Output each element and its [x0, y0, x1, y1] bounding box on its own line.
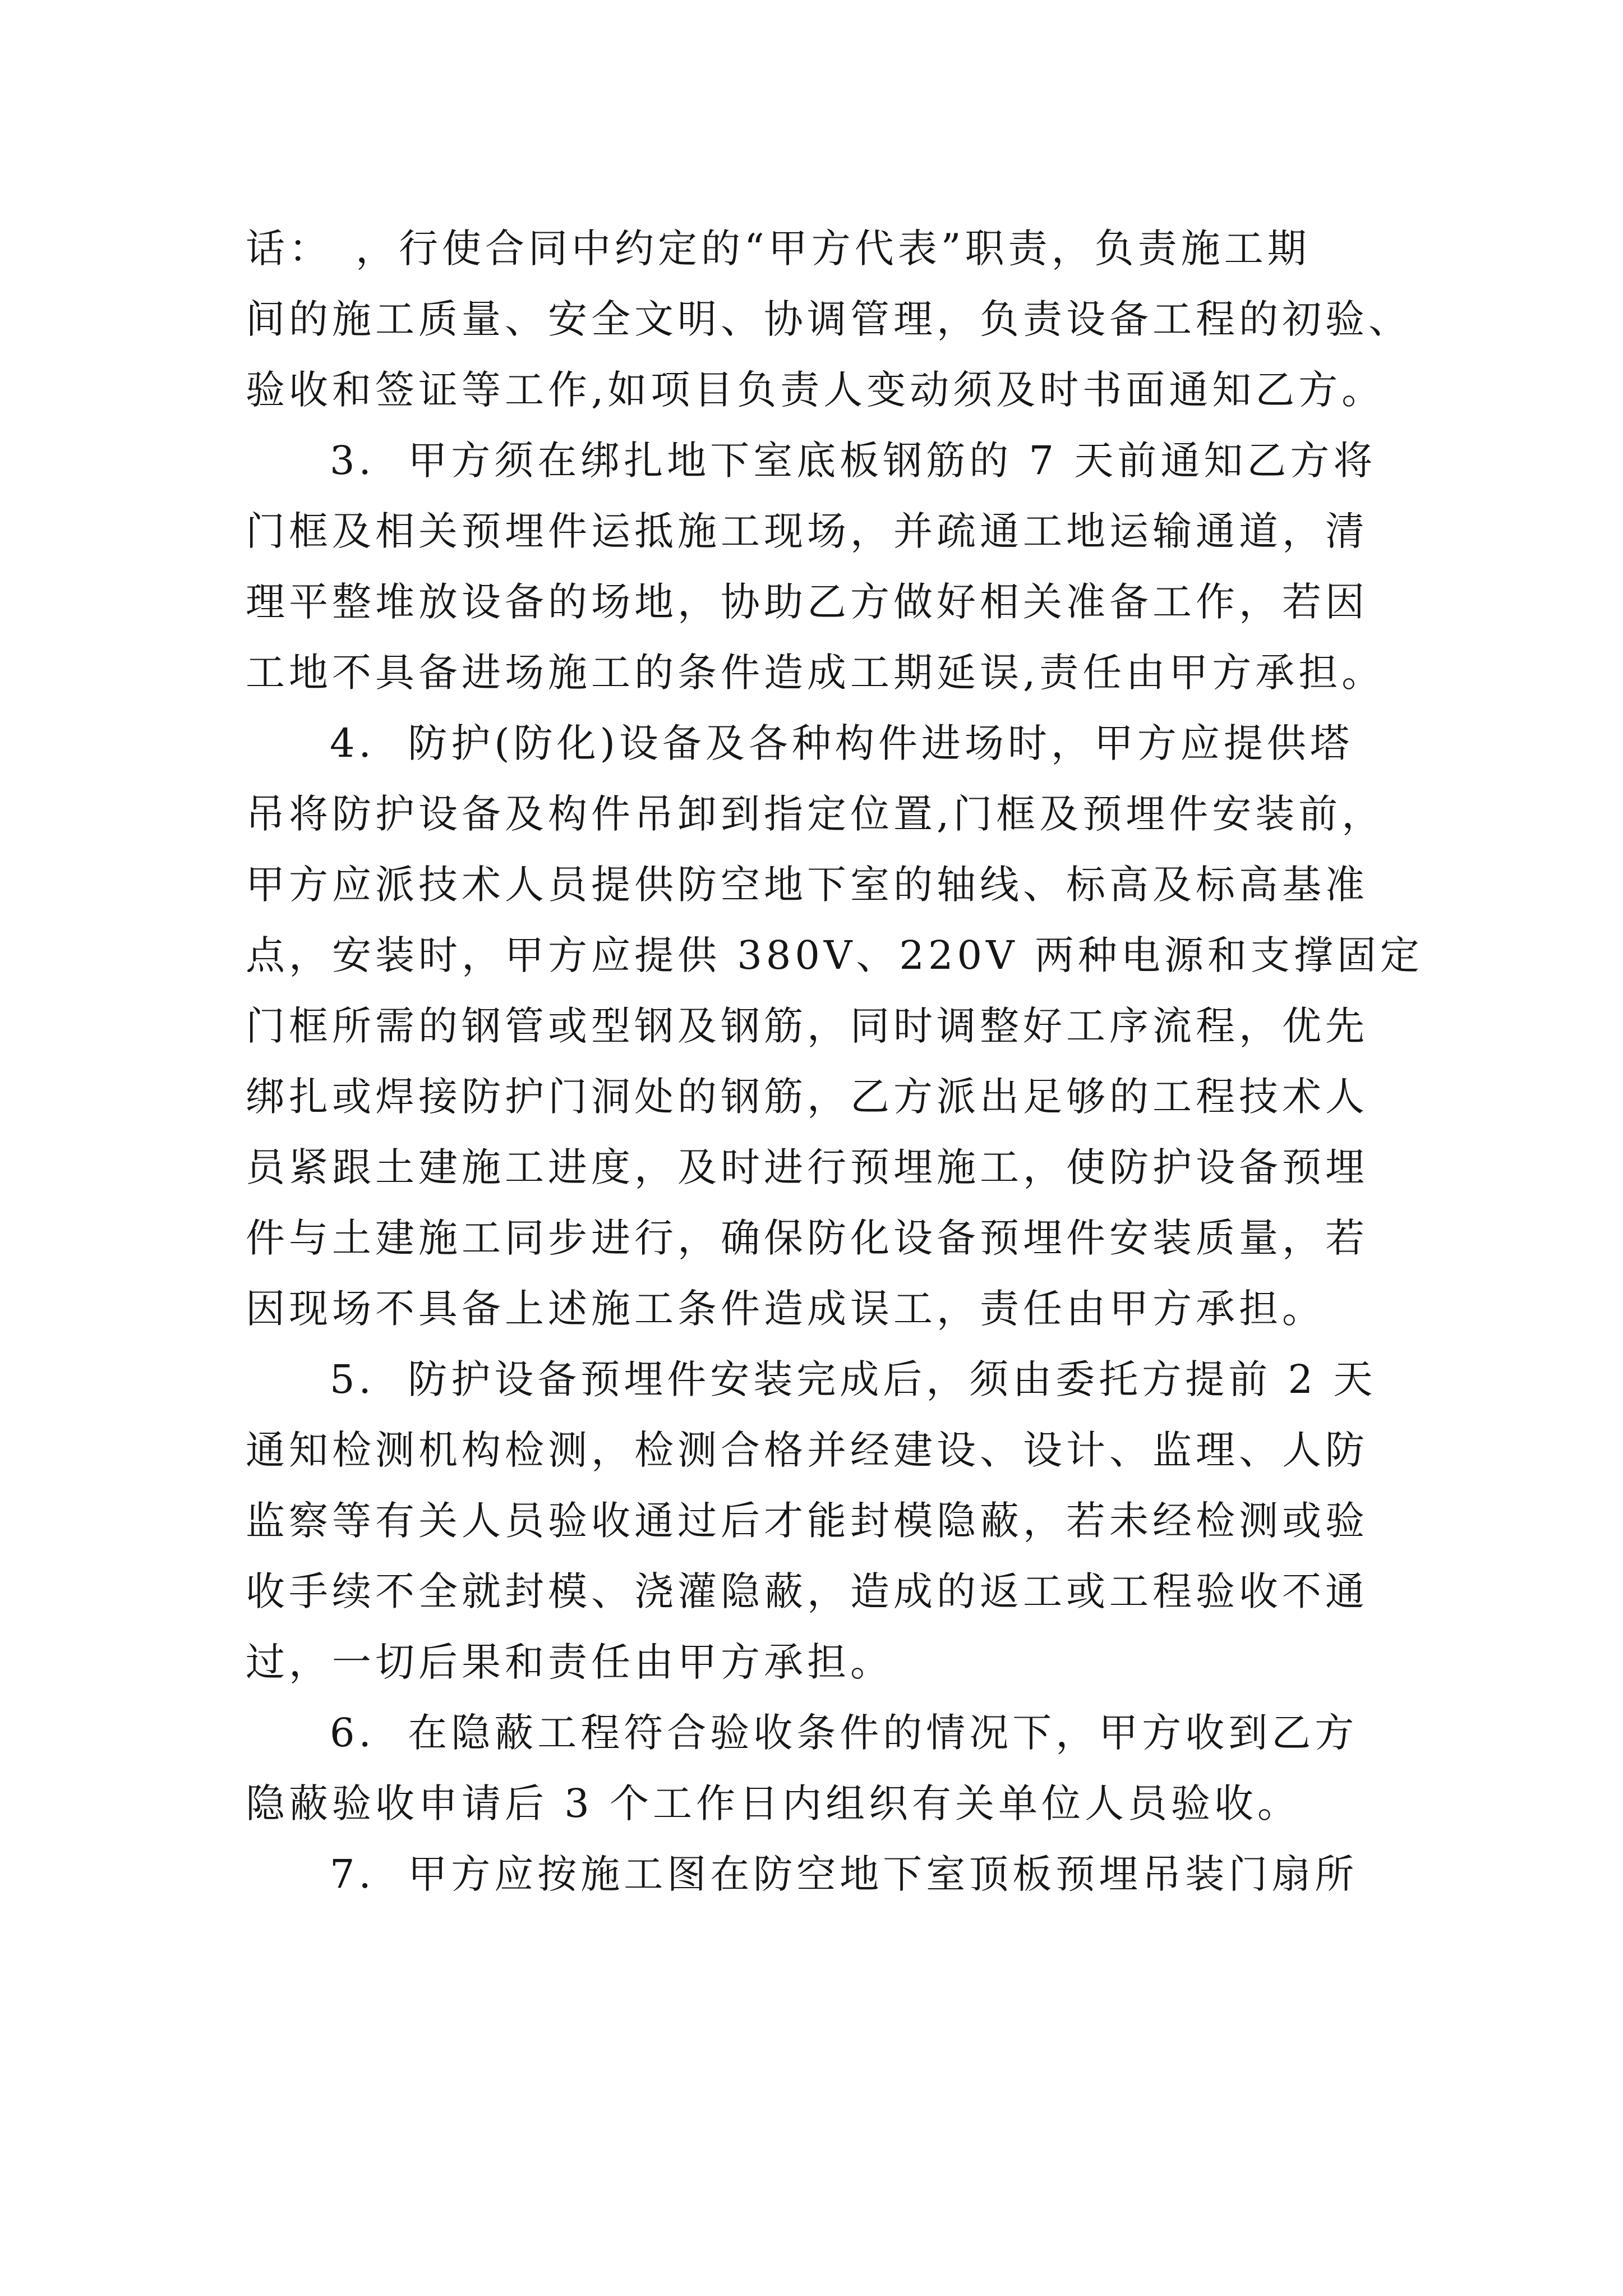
paragraph-start-line: 5. 防护设备预埋件安装完成后，须由委托方提前 2 天 [330, 1356, 1377, 1402]
text-line: 隐蔽验收申请后 3 个工作日内组织有关单位人员验收。 [246, 1780, 1301, 1826]
text-line: 话： ，行使合同中约定的“甲方代表”职责，负责施工期 [246, 226, 1311, 272]
text-line: 门框及相关预埋件运抵施工现场，并疏通工地运输通道，清 [246, 508, 1368, 554]
body-text [246, 213, 1423, 1910]
text-line: 甲方应派技术人员提供防空地下室的轴线、标高及标高基准 [246, 862, 1368, 908]
text-line: 员紧跟土建施工进度，及时进行预埋施工，使防护设备预埋 [246, 1144, 1368, 1190]
paragraph-start-line: 4. 防护(防化)设备及各种构件进场时，甲方应提供塔 [330, 720, 1353, 766]
paragraph-start-line: 7. 甲方应按施工图在防空地下室顶板预埋吊装门扇所 [330, 1851, 1358, 1897]
text-line: 门框所需的钢管或型钢及钢筋，同时调整好工序流程，优先 [246, 1003, 1368, 1049]
text-line: 收手续不全就封模、浇灌隐蔽，造成的返工或工程验收不通 [246, 1568, 1368, 1614]
text-line: 间的施工质量、安全文明、协调管理，负责设备工程的初验、 [246, 296, 1412, 342]
text-line: 吊将防护设备及构件吊卸到指定位置,门框及预埋件安装前， [246, 791, 1385, 837]
text-line: 通知检测机构检测，检测合格并经建设、设计、监理、人防 [246, 1427, 1368, 1473]
text-line: 验收和签证等工作,如项目负责人变动须及时书面通知乙方。 [246, 367, 1385, 413]
text-line: 因现场不具备上述施工条件造成误工，责任由甲方承担。 [246, 1286, 1325, 1332]
paragraph-start-line: 3. 甲方须在绑扎地下室底板钢筋的 7 天前通知乙方将 [330, 438, 1377, 484]
paragraph-start-line: 6. 在隐蔽工程符合验收条件的情况下，甲方收到乙方 [330, 1710, 1358, 1756]
text-line: 过，一切后果和责任由甲方承担。 [246, 1639, 893, 1685]
text-line: 绑扎或焊接防护门洞处的钢筋，乙方派出足够的工程技术人 [246, 1074, 1368, 1120]
text-line: 监察等有关人员验收通过后才能封模隐蔽，若未经检测或验 [246, 1498, 1368, 1544]
text-line: 工地不具备进场施工的条件造成工期延误,责任由甲方承担。 [246, 650, 1385, 696]
text-line: 理平整堆放设备的场地，协助乙方做好相关准备工作，若因 [246, 579, 1368, 625]
text-line: 件与土建施工同步进行，确保防化设备预埋件安装质量，若 [246, 1215, 1368, 1261]
text-line: 点，安装时，甲方应提供 380V、220V 两种电源和支撑固定 [246, 932, 1423, 978]
